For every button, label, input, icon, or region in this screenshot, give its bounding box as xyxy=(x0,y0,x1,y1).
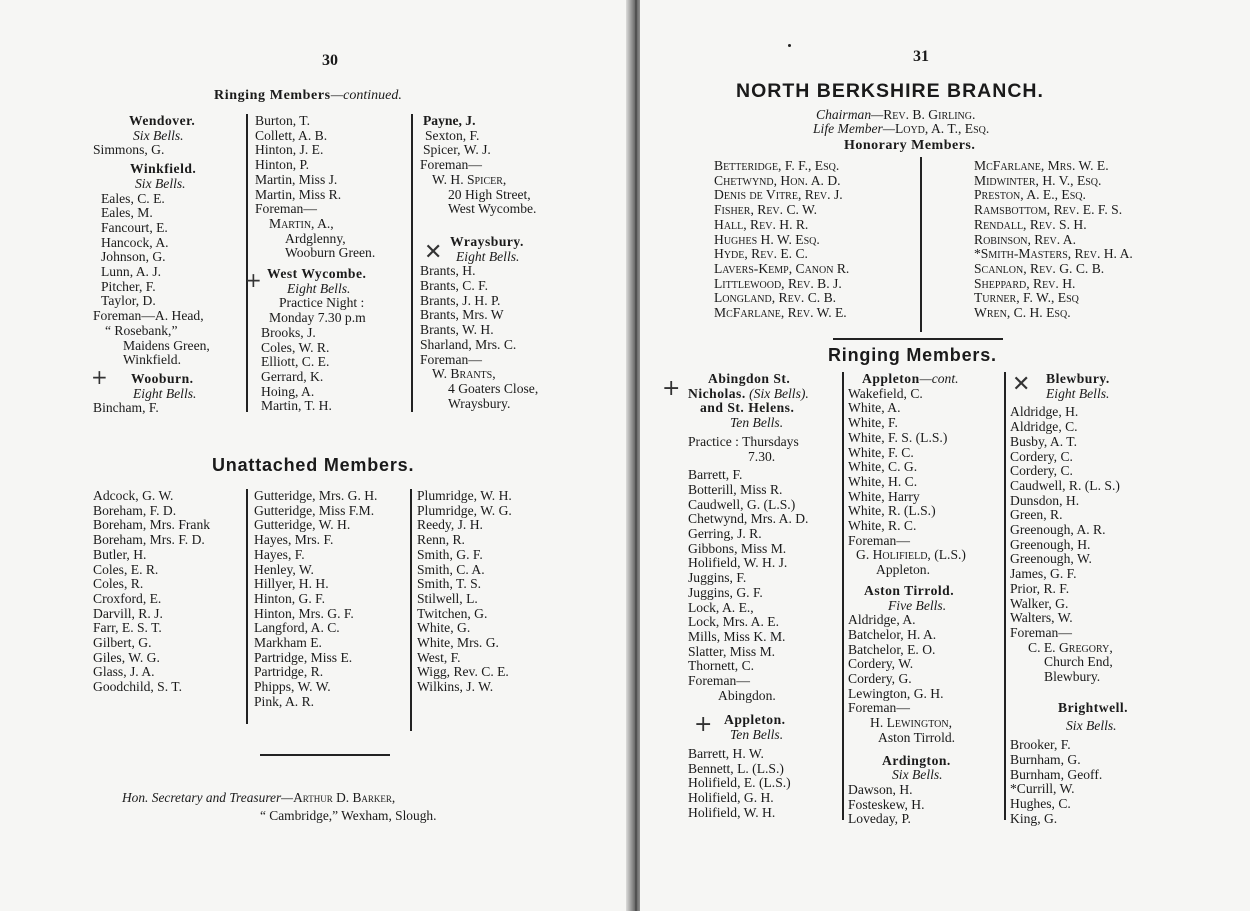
life-member-name: Loyd, A. T., Esq. xyxy=(894,121,990,136)
practice-time: 7.30. xyxy=(748,448,776,464)
aston-tirrold-heading: Aston Tirrold. xyxy=(864,582,955,598)
member-name: Coles, W. R. xyxy=(261,339,330,355)
member-name: *Smith-Masters, Rev. H. A. xyxy=(974,246,1133,262)
member-name: Martin, Miss J. xyxy=(255,171,338,187)
member-name: Preston, A. E., Esq. xyxy=(974,187,1086,203)
member-name: Dawson, H. xyxy=(848,781,913,797)
secretary-name: Arthur D. Barker, xyxy=(293,790,396,805)
member-name: Littlewood, Rev. B. J. xyxy=(714,275,842,291)
address-line: Appleton. xyxy=(876,562,930,578)
member-name: Greenough, H. xyxy=(1010,536,1091,552)
member-name: Hinton, J. E. xyxy=(255,142,324,158)
appleton-heading: Appleton. xyxy=(724,712,786,728)
member-name: Sheppard, Rev. H. xyxy=(974,275,1076,291)
member-name: Sexton, F. xyxy=(425,127,480,143)
continued-suffix: —continued. xyxy=(330,88,402,103)
honorary-column-2 xyxy=(974,159,1164,321)
member-name: Collett, A. B. xyxy=(255,127,328,143)
member-name: Barrett, F. xyxy=(688,467,743,483)
ringing-title: Ringing Members xyxy=(214,88,331,103)
member-name: Henley, W. xyxy=(254,561,314,577)
member-name: Giles, W. G. xyxy=(93,649,160,665)
member-name: White, Harry xyxy=(848,488,920,504)
member-name: Walters, W. xyxy=(1010,610,1073,626)
member-name: King, G. xyxy=(1010,810,1058,826)
member-name: Coles, R. xyxy=(93,576,144,592)
address-line: 20 High Street, xyxy=(448,186,531,202)
section-rule xyxy=(260,754,390,756)
member-name: Fisher, Rev. C. W. xyxy=(714,202,818,218)
chairman-name: Rev. B. Girling. xyxy=(883,107,976,122)
member-name: Hinton, P. xyxy=(255,157,310,173)
ringing-column-2 xyxy=(255,114,415,414)
member-name: James, G. F. xyxy=(1010,566,1077,582)
blewbury-bells: Eight Bells. xyxy=(1046,385,1110,401)
member-name: Cordery, W. xyxy=(848,656,914,672)
member-name: Eales, C. E. xyxy=(101,190,165,206)
member-name: Brants, Mrs. W xyxy=(420,307,504,323)
foreman-line: Foreman— xyxy=(420,351,482,367)
ringing-column-2 xyxy=(848,372,1008,827)
member-name: Brants, C. F. xyxy=(420,278,489,294)
member-name: Pitcher, F. xyxy=(101,278,156,294)
member-name: Loveday, P. xyxy=(848,811,911,827)
member-name: Gutteridge, Miss F.M. xyxy=(254,502,375,518)
member-name: Spicer, W. J. xyxy=(423,142,491,158)
member-name: Plumridge, W. H. xyxy=(417,488,512,503)
member-name: Markham E. xyxy=(254,635,322,651)
blewbury-heading: Blewbury. xyxy=(1046,371,1110,386)
column-divider xyxy=(246,489,248,724)
foreman-name: W. H. Spicer, xyxy=(432,171,507,187)
member-name: Greenough, W. xyxy=(1010,551,1092,567)
member-name: Burton, T. xyxy=(255,113,311,128)
foreman-line: Foreman— xyxy=(848,700,910,716)
member-name: White, R. (L.S.) xyxy=(848,503,936,519)
member-name: Gerrard, K. xyxy=(261,368,324,384)
member-name: White, F. xyxy=(848,415,898,431)
member-name: Green, R. xyxy=(1010,507,1063,523)
member-name: Wakefield, C. xyxy=(848,385,923,401)
address-line: Winkfield. xyxy=(123,352,181,368)
member-name: Bincham, F. xyxy=(93,400,159,416)
foreman-name: G. Holifield, (L.S.) xyxy=(856,547,966,563)
member-name: Longland, Rev. C. B. xyxy=(714,290,837,306)
member-name: Cordery, C. xyxy=(1010,463,1073,479)
member-name: Cordery, C. xyxy=(1010,448,1073,464)
address-line: Wooburn Green. xyxy=(285,245,376,261)
member-name: Brooker, F. xyxy=(1010,737,1071,753)
address-line: Abingdon. xyxy=(718,687,776,703)
foreman-name: Martin, A., xyxy=(269,215,334,231)
page-number: 30 xyxy=(322,52,338,69)
member-name: Holifield, E. (L.S.) xyxy=(688,775,791,791)
member-name: White, A. xyxy=(848,400,901,416)
ringing-members-continued-heading xyxy=(214,88,402,104)
unattached-members-heading: Unattached Members. xyxy=(212,455,415,475)
address-line: 4 Goaters Close, xyxy=(448,380,539,396)
column-divider xyxy=(246,114,248,412)
unattached-column-3 xyxy=(417,489,572,695)
practice-line: Practice : Thursdays xyxy=(688,433,799,449)
member-name: Chetwynd, Hon. A. D. xyxy=(714,172,841,188)
member-name: Ramsbottom, Rev. E. F. S. xyxy=(974,202,1123,218)
member-name: West, F. xyxy=(417,649,461,665)
unattached-column-1 xyxy=(93,489,243,695)
member-name: Brooks, J. xyxy=(261,324,316,340)
member-name: Walker, G. xyxy=(1010,595,1069,611)
appleton-cont-heading: Appleton—cont. xyxy=(862,371,959,386)
member-name: Johnson, G. xyxy=(101,249,166,265)
member-name: Hyde, Rev. E. C. xyxy=(714,246,808,262)
member-name: Brants, W. H. xyxy=(420,322,494,338)
member-name: Denis de Vitre, Rev. J. xyxy=(714,187,843,203)
member-name: Smith, T. S. xyxy=(417,576,482,592)
member-name: Boreham, Mrs. Frank xyxy=(93,517,211,533)
address-line: Ardglenny, xyxy=(285,230,346,246)
member-name: Mills, Miss K. M. xyxy=(688,628,786,644)
member-name: Hughes, C. xyxy=(1010,795,1071,811)
member-name: Butler, H. xyxy=(93,546,147,562)
foreman-line: Foreman— xyxy=(848,532,910,548)
aston-tirrold-bells: Five Bells. xyxy=(888,597,947,613)
member-name: Gutteridge, W. H. xyxy=(254,517,351,533)
member-name: White, R. C. xyxy=(848,518,917,534)
member-name: Aldridge, C. xyxy=(1010,419,1078,435)
member-name: Partridge, Miss E. xyxy=(254,649,353,665)
chairman-label: Chairman— xyxy=(816,107,884,122)
pencil-cross-mark: ✕ xyxy=(1012,372,1031,397)
member-name: Martin, T. H. xyxy=(261,398,332,414)
member-name: McFarlane, Rev. W. E. xyxy=(714,305,847,321)
member-name: Hayes, F. xyxy=(254,546,305,562)
ringing-column-1 xyxy=(688,372,848,820)
pencil-cross-mark: + xyxy=(245,268,262,292)
appleton-bells: Ten Bells. xyxy=(730,727,784,743)
column-divider xyxy=(1004,372,1006,820)
member-name: Batchelor, H. A. xyxy=(848,626,937,642)
address-line: Church End, xyxy=(1044,654,1113,670)
address-line: Aston Tirrold. xyxy=(878,729,956,745)
right-page xyxy=(640,0,1250,911)
abingdon-bells: Ten Bells. xyxy=(730,415,784,431)
member-name: Greenough, A. R. xyxy=(1010,522,1106,538)
brightwell-heading: Brightwell. xyxy=(1058,699,1129,715)
member-name: Phipps, W. W. xyxy=(254,679,331,695)
secretary-line xyxy=(122,790,395,806)
member-name: Gerring, J. R. xyxy=(688,526,762,542)
secretary-label: Hon. Secretary and Treasurer— xyxy=(122,790,294,805)
wraysbury-heading: Wraysbury. xyxy=(450,233,524,249)
member-name: Cordery, G. xyxy=(848,671,912,687)
west-wycombe-bells: Eight Bells. xyxy=(287,280,351,296)
member-name: White, C. G. xyxy=(848,459,918,475)
member-name: Hancock, A. xyxy=(101,234,169,250)
member-name: Batchelor, E. O. xyxy=(848,641,936,657)
member-name: Aldridge, H. xyxy=(1010,404,1079,420)
foreman-name: H. Lewington, xyxy=(870,715,953,731)
pencil-cross-mark: + xyxy=(694,712,713,737)
winkfield-bells: Six Bells. xyxy=(135,175,186,191)
member-name: White, F. C. xyxy=(848,444,914,460)
member-name: Chetwynd, Mrs. A. D. xyxy=(688,511,809,527)
honorary-column-1 xyxy=(714,159,914,321)
member-name: White, G. xyxy=(417,620,471,636)
member-name: Juggins, G. F. xyxy=(688,584,763,600)
member-name: Caudwell, R. (L. S.) xyxy=(1010,477,1120,493)
column-divider xyxy=(920,157,922,332)
abingdon-heading: Abingdon St. xyxy=(708,371,791,386)
member-name: Gilbert, G. xyxy=(93,635,152,651)
member-name: Burnham, Geoff. xyxy=(1010,766,1103,782)
honorary-members-heading: Honorary Members. xyxy=(844,138,976,153)
member-name: Thornett, C. xyxy=(688,658,755,674)
member-name: Fosteskew, H. xyxy=(848,796,925,812)
member-name: Twitchen, G. xyxy=(417,605,488,621)
member-name: McFarlane, Mrs. W. E. xyxy=(974,158,1109,173)
ardington-bells: Six Bells. xyxy=(892,767,943,783)
ringing-column-3 xyxy=(420,114,580,411)
st-helens-heading: and St. Helens. xyxy=(700,400,795,416)
member-name: Aldridge, A. xyxy=(848,612,916,628)
member-name: Pink, A. R. xyxy=(254,693,315,709)
foreman-line: Foreman—A. Head, xyxy=(93,308,204,324)
page-number: 31 xyxy=(913,48,929,65)
member-name: Darvill, R. J. xyxy=(93,605,163,621)
member-name: Partridge, R. xyxy=(254,664,324,680)
foreman-name: C. E. Gregory, xyxy=(1028,639,1113,655)
member-name: Langford, A. C. xyxy=(254,620,340,636)
member-name: Eales, M. xyxy=(101,205,153,221)
member-name: Barrett, H. W. xyxy=(688,745,764,761)
member-name: Glass, J. A. xyxy=(93,664,155,680)
member-name: Reedy, J. H. xyxy=(417,517,483,533)
member-name: Renn, R. xyxy=(417,532,465,548)
address-line: Maidens Green, xyxy=(123,337,210,353)
member-name: White, Mrs. G. xyxy=(417,635,499,651)
member-name: Payne, J. xyxy=(423,113,476,128)
life-member-label: Life Member— xyxy=(813,121,895,136)
member-name: Wilkins, J. W. xyxy=(417,679,494,695)
member-name: Betteridge, F. F., Esq. xyxy=(714,158,840,173)
member-name: Smith, G. F. xyxy=(417,546,483,562)
member-name: Holifield, G. H. xyxy=(688,789,774,805)
member-name: Croxford, E. xyxy=(93,590,162,606)
member-name: Gibbons, Miss M. xyxy=(688,540,787,556)
foreman-line: Foreman— xyxy=(255,201,317,217)
practice-night: Practice Night : xyxy=(279,295,365,311)
wooburn-heading: Wooburn. xyxy=(131,370,194,386)
member-name: Brants, J. H. P. xyxy=(420,292,501,308)
member-name: Caudwell, G. (L.S.) xyxy=(688,496,796,512)
member-name: White, F. S. (L.S.) xyxy=(848,429,948,445)
secretary-address: “ Cambridge,” Wexham, Slough. xyxy=(260,808,437,823)
unattached-column-2 xyxy=(254,489,409,710)
member-name: Turner, F. W., Esq xyxy=(974,290,1079,306)
ringing-members-heading: Ringing Members. xyxy=(828,345,997,365)
member-name: Hall, Rev. H. R. xyxy=(714,216,809,232)
member-name: Coles, E. R. xyxy=(93,561,159,577)
member-name: *Currill, W. xyxy=(1010,781,1075,797)
life-member-line xyxy=(813,121,989,137)
member-name: Brants, H. xyxy=(420,263,476,279)
west-wycombe-heading: West Wycombe. xyxy=(267,266,367,282)
pencil-cross-mark: + xyxy=(91,365,108,389)
member-name: Burnham, G. xyxy=(1010,751,1081,767)
winkfield-heading: Winkfield. xyxy=(130,161,197,177)
ringing-column-3 xyxy=(1010,372,1180,826)
brightwell-bells: Six Bells. xyxy=(1066,718,1117,734)
member-name: Busby, A. T. xyxy=(1010,433,1077,449)
abingdon-heading-line2: Nicholas. (Six Bells). xyxy=(688,385,809,401)
member-name: Martin, Miss R. xyxy=(255,186,342,202)
member-name: Smith, C. A. xyxy=(417,561,485,577)
member-name: Hinton, G. F. xyxy=(254,590,326,606)
branch-title: NORTH BERKSHIRE BRANCH. xyxy=(736,80,1044,102)
practice-time: Monday 7.30 p.m xyxy=(269,310,366,326)
member-name: Hughes H. W. Esq. xyxy=(714,231,820,247)
member-name: White, H. C. xyxy=(848,473,918,489)
member-name: Fancourt, E. xyxy=(101,219,168,235)
member-name: Lock, Mrs. A. E. xyxy=(688,614,779,630)
member-name: Slatter, Miss M. xyxy=(688,643,776,659)
member-name: Hillyer, H. H. xyxy=(254,576,329,592)
address-line: West Wycombe. xyxy=(448,201,537,217)
foreman-line: Foreman— xyxy=(1010,624,1072,640)
ardington-heading: Ardington. xyxy=(882,752,951,768)
member-name: Botterill, Miss R. xyxy=(688,481,783,497)
address-line: Blewbury. xyxy=(1044,669,1101,685)
column-divider xyxy=(842,372,844,820)
wraysbury-bells: Eight Bells. xyxy=(456,248,520,264)
pencil-cross-mark: + xyxy=(662,376,681,401)
member-name: Holifield, W. H. J. xyxy=(688,555,788,571)
address-line: Wraysbury. xyxy=(448,395,511,411)
speck xyxy=(788,44,791,47)
member-name: Adcock, G. W. xyxy=(93,488,174,503)
member-name: Plumridge, W. G. xyxy=(417,502,512,518)
member-name: Bennett, L. (L.S.) xyxy=(688,760,784,776)
foreman-line: Foreman— xyxy=(688,673,750,689)
ringing-column-1 xyxy=(93,114,243,416)
section-rule xyxy=(833,338,1003,340)
member-name: Robinson, Rev. A. xyxy=(974,231,1076,247)
address-line: “ Rosebank,” xyxy=(105,322,178,338)
member-name: Gutteridge, Mrs. G. H. xyxy=(254,488,378,503)
member-name: Goodchild, S. T. xyxy=(93,679,182,695)
pencil-cross-mark: ✕ xyxy=(424,240,443,265)
wendover-bells: Six Bells. xyxy=(133,127,184,143)
wendover-heading: Wendover. xyxy=(129,113,196,128)
member-name: Hayes, Mrs. F. xyxy=(254,532,334,548)
member-name: Farr, E. S. T. xyxy=(93,620,162,636)
member-name: Hoing, A. xyxy=(261,383,315,399)
foreman-line: Foreman— xyxy=(420,157,482,173)
member-name: Lewington, G. H. xyxy=(848,685,944,701)
member-name: Wren, C. H. Esq. xyxy=(974,305,1071,321)
member-name: Holifield, W. H. xyxy=(688,804,776,820)
member-name: Lock, A. E., xyxy=(688,599,754,615)
member-name: Stilwell, L. xyxy=(417,590,478,606)
member-name: Scanlon, Rev. G. C. B. xyxy=(974,260,1105,276)
member-name: Simmons, G. xyxy=(93,142,165,158)
member-name: Wigg, Rev. C. E. xyxy=(417,664,509,680)
member-name: Lunn, A. J. xyxy=(101,264,162,280)
member-name: Juggins, F. xyxy=(688,570,747,586)
member-name: Boreham, F. D. xyxy=(93,502,177,518)
member-name: Elliott, C. E. xyxy=(261,354,330,370)
column-divider xyxy=(410,489,412,731)
member-name: Prior, R. F. xyxy=(1010,580,1070,596)
column-divider xyxy=(411,114,413,412)
member-name: Midwinter, H. V., Esq. xyxy=(974,172,1102,188)
member-name: Boreham, Mrs. F. D. xyxy=(93,532,205,548)
member-name: Hinton, Mrs. G. F. xyxy=(254,605,354,621)
member-name: Taylor, D. xyxy=(101,293,156,309)
foreman-name: W. Brants, xyxy=(432,366,496,382)
member-name: Rendall, Rev. S. H. xyxy=(974,216,1087,232)
wooburn-bells: Eight Bells. xyxy=(133,385,197,401)
member-name: Dunsdon, H. xyxy=(1010,492,1080,508)
member-name: Lavers-Kemp, Canon R. xyxy=(714,260,850,276)
member-name: Sharland, Mrs. C. xyxy=(420,336,517,352)
